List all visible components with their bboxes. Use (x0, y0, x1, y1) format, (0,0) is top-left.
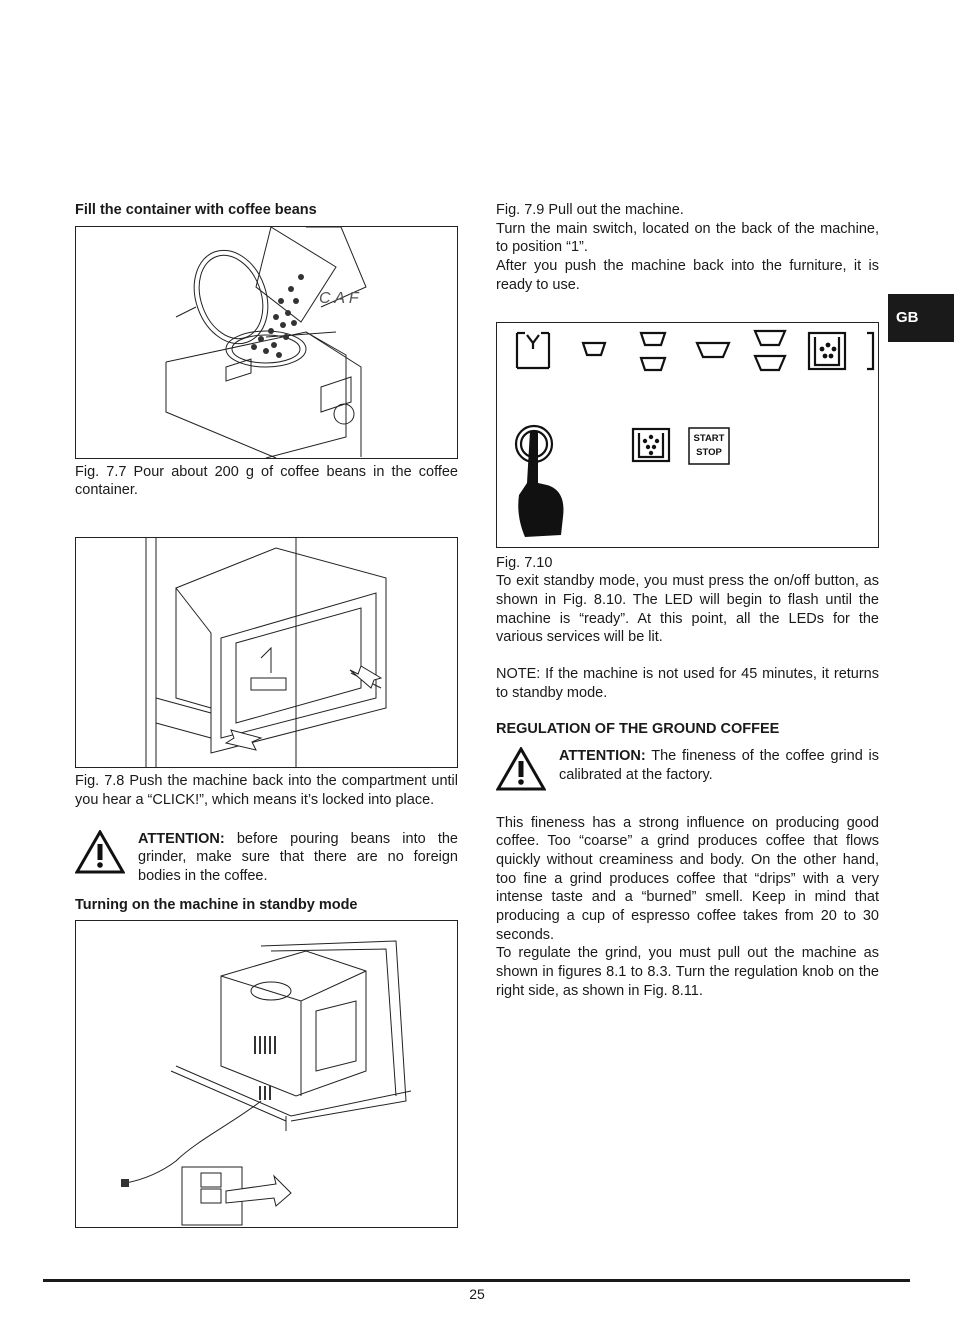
language-tab-label: GB (896, 308, 919, 326)
attention-label: ATTENTION: (559, 748, 646, 765)
coffee-beans-illustration (76, 227, 457, 458)
stop-label: STOP (696, 446, 722, 458)
ready-paragraph: After you push the machine back into the furniture, it is ready to use. (496, 258, 879, 293)
steam-icon (517, 333, 549, 368)
push-machine-illustration (76, 538, 457, 767)
figure-7-10-control-panel (496, 322, 879, 548)
attention-text: The fineness of the coffee grind is calibrated at the factory. (559, 748, 879, 783)
two-large-cups-icon (755, 331, 785, 370)
large-cup-icon (697, 343, 729, 357)
section-heading-standby: Turning on the machine in standby mode (75, 896, 358, 913)
pull-out-machine-illustration (76, 921, 457, 1227)
figure-7-8-caption: Fig. 7.8 Push the machine back into the compartment until you hear a “CLICK!”, which means it’s locked into place. (75, 773, 458, 808)
two-single-cups-icon (641, 333, 665, 370)
section-heading-fill-container: Fill the container with coffee beans (75, 202, 317, 218)
footer-rule (43, 1279, 910, 1282)
grind-regulation-paragraph: To regulate the grind, you must pull out the machine as shown in figures 8.1 to 8.3. Turn the regulation knob on the right side, as shown in Fig. 8.11. (496, 945, 879, 999)
language-tab (888, 294, 954, 342)
grounds-icon (633, 429, 669, 461)
control-panel-illustration (497, 323, 878, 547)
standby-note: NOTE: If the machine is not used for 45 minutes, it returns to standby mode. (496, 666, 879, 701)
page-number: 25 (469, 1286, 485, 1302)
standby-exit-paragraph: To exit standby mode, you must press the on/off button, as shown in Fig. 8.10. The LED will begin to flash until the machine is “ready”. At this point, all the LEDs for the various services will be lit. (496, 573, 879, 646)
main-switch-paragraph: Turn the main switch, located on the back of the machine, to position “1”. (496, 220, 879, 256)
start-label: START (693, 432, 725, 444)
partial-icon (867, 333, 873, 369)
figure-7-7 (75, 226, 458, 459)
caf-lettering: C A F (319, 289, 359, 307)
attention-text: before pouring beans into the grinder, make sure that there are no foreign bodies in the coffee. (138, 830, 458, 884)
attention-block-beans (75, 830, 458, 886)
figure-7-8 (75, 537, 458, 768)
section-heading-regulation: REGULATION OF THE GROUND COFFEE (496, 721, 780, 738)
figure-7-10-label: Fig. 7.10 (496, 554, 553, 571)
left-column (75, 200, 458, 1228)
figure-7-9-caption: Fig. 7.9 Pull out the machine. (496, 202, 684, 218)
pointing-hand-icon (518, 431, 563, 537)
grind-fineness-paragraph: This fineness has a strong influence on producing good coffee. Too “coarse” a grind produces coffee that flows quickly without creaminess and body. On the other hand, too fine a grind produces coffee that “drips” with a very intense taste and a “burned” smell. Keep in mind that producing a cup of espresso coffee takes from 20 to 30 seconds. (496, 814, 879, 943)
attention-label: ATTENTION: (138, 830, 225, 847)
attention-block-grind (496, 747, 879, 784)
figure-7-9 (75, 920, 458, 1228)
single-cup-icon (583, 343, 605, 355)
figure-7-7-caption: Fig. 7.7 Pour about 200 g of coffee beans in the coffee container. (75, 463, 458, 499)
warning-icon (75, 830, 125, 874)
right-column (496, 200, 879, 1001)
warning-icon (496, 747, 546, 791)
hot-water-icon (809, 333, 845, 369)
